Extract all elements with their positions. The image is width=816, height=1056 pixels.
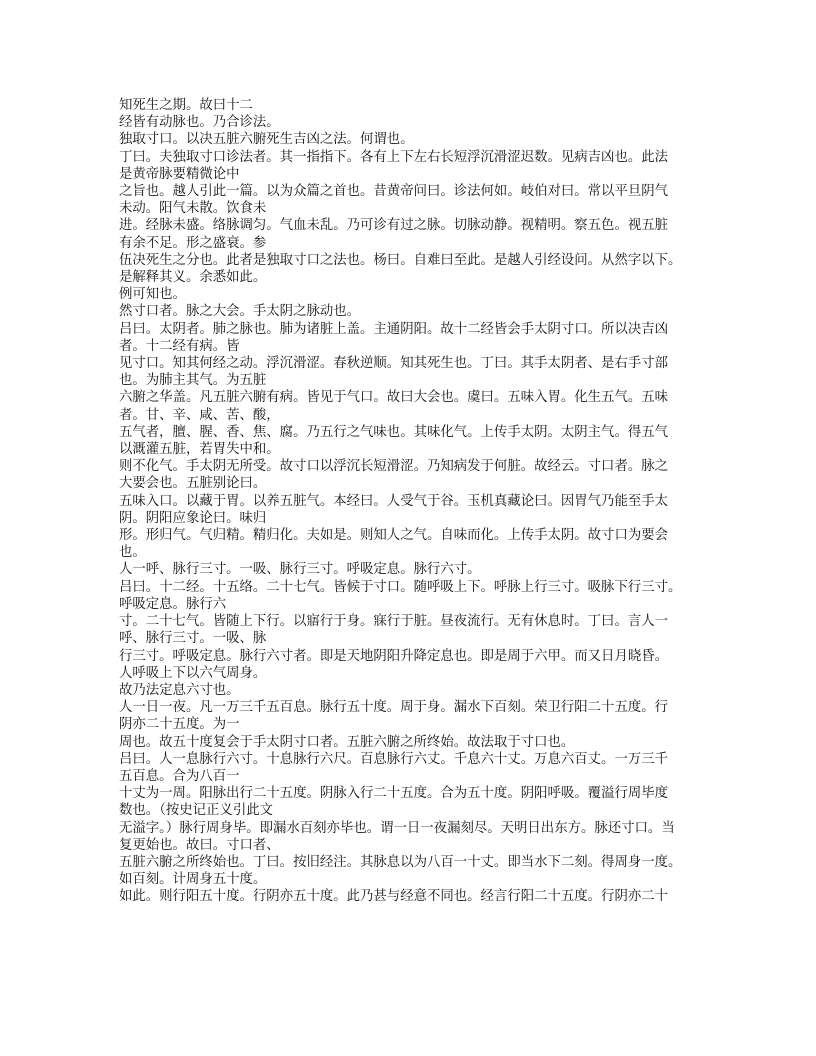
text-line: 呼吸定息。脉行六 <box>119 596 227 612</box>
text-line: 周也。故五十度复会于手太阴寸口者。五脏六腑之所终始。故法取于寸口也。 <box>119 734 575 750</box>
text-line: 吕曰。太阴者。肺之脉也。肺为诸脏上盖。主通阴阳。故十二经皆会手太阴寸口。所以决吉凶 <box>119 321 669 337</box>
text-line: 如此。则行阳五十度。行阴亦五十度。此乃甚与经意不同也。经言行阳二十五度。行阴亦二十 <box>119 889 669 905</box>
text-line: 也。为肺主其气。为五脏 <box>119 373 267 389</box>
text-line: 伍决死生之分也。此者是独取寸口之法也。杨曰。自难曰至此。是越人引经设问。从然字以下。 <box>119 252 682 268</box>
text-line: 阴。阴阳应象论曰。味归 <box>119 510 267 526</box>
text-line: 有余不足。形之盛衰。参 <box>119 235 267 251</box>
text-line: 如百刻。计周身五十度。 <box>119 872 267 888</box>
text-line: 五气者，膻、腥、香、焦、腐。乃五行之气味也。其味化气。上传手太阴。太阴主气。得五气 <box>119 424 669 440</box>
text-line: 之旨也。越人引此一篇。以为众篇之首也。昔黄帝问曰。诊法何如。岐伯对曰。常以平旦阴气 <box>119 184 669 200</box>
text-line: 见寸口。知其何经之动。浮沉滑涩。春秋逆顺。知其死生也。丁曰。其手太阴者、是右手寸部 <box>119 356 669 372</box>
text-line: 数也。（按史记正义引此文 <box>119 803 273 819</box>
text-line: 也。 <box>119 545 146 561</box>
text-line: 五脏六腑之所终始也。丁曰。按旧经注。其脉息以为八百一十丈。即当水下二刻。得周身一度。 <box>119 854 682 870</box>
text-line: 则不化气。手太阴无所受。故寸口以浮沉长短滑涩。乃知病发于何脏。故经云。寸口者。脉之 <box>119 459 669 475</box>
text-line: 例可知也。 <box>119 287 186 303</box>
text-line: 复更始也。故曰。寸口者、 <box>119 837 280 853</box>
text-line: 经皆有动脉也。乃合诊法。 <box>119 115 280 131</box>
text-line: 是解释其义。余悉如此。 <box>119 270 267 286</box>
text-line: 十丈为一周。阳脉出行二十五度。阴脉入行二十五度。合为五十度。阴阳呼吸。覆溢行周毕度 <box>119 786 669 802</box>
text-line: 人一日一夜。凡一万三千五百息。脉行五十度。周于身。漏水下百刻。荣卫行阳二十五度。行 <box>119 700 669 716</box>
text-line: 丁曰。夫独取寸口诊法者。其一指指下。各有上下左右长短浮沉滑涩迟数。见病吉凶也。此法 <box>119 149 669 165</box>
text-line: 行三寸。呼吸定息。脉行六寸者。即是天地阴阳升降定息也。即是周于六甲。而又日月晓昏。 <box>119 648 669 664</box>
text-line: 独取寸口。以决五脏六腑死生吉凶之法。何谓也。 <box>119 132 414 148</box>
text-line: 无溢字。）脉行周身毕。即漏水百刻亦毕也。谓一日一夜漏刻尽。天明日出东方。脉还寸口。当 <box>119 820 675 836</box>
text-line: 阴亦二十五度。为一 <box>119 717 240 733</box>
text-line: 未动。阳气未散。饮食未 <box>119 201 267 217</box>
text-line: 六腑之华盖。凡五脏六腑有病。皆见于气口。故曰大会也。虞曰。五味入胃。化生五气。五味 <box>119 390 669 406</box>
text-line: 五百息。合为八百一 <box>119 768 240 784</box>
text-line: 形。形归气。气归精。精归化。夫如是。则知人之气。自味而化。上传手太阴。故寸口为要会 <box>119 528 669 544</box>
text-line: 人呼吸上下以六气周身。 <box>119 665 267 681</box>
text-line: 故乃法定息六寸也。 <box>119 682 240 698</box>
text-line: 呼、脉行三寸。一吸、脉 <box>119 631 267 647</box>
document-page <box>119 97 703 906</box>
text-line: 人一呼、脉行三寸。一吸、脉行三寸。呼吸定息。脉行六寸。 <box>119 562 481 578</box>
text-line: 吕曰。十二经。十五络。二十七气。皆候于寸口。随呼吸上下。呼脉上行三寸。吸脉下行三寸。 <box>119 579 682 595</box>
text-line: 知死生之期。故曰十二 <box>119 98 253 113</box>
text-line: 以溉灌五脏，若胃失中和。 <box>119 442 280 458</box>
text-line: 然寸口者。脉之大会。手太阴之脉动也。 <box>119 304 361 320</box>
text-line: 寸。二十七气。皆随上下行。以寤行于身。寐行于脏。昼夜流行。无有休息时。丁曰。言人一 <box>119 614 669 630</box>
text-line: 者。十二经有病。皆 <box>119 338 240 354</box>
text-line: 进。经脉未盛。络脉调匀。气血未乱。乃可诊有过之脉。切脉动静。视精明。察五色。视五脏 <box>119 218 669 234</box>
text-line: 大要会也。五脏别论曰。 <box>119 476 267 492</box>
text-line: 者。甘、辛、咸、苦、酸， <box>119 407 280 423</box>
text-line: 五味入口。以藏于胃。以养五脏气。本经曰。人受气于谷。玉机真藏论曰。因胃气乃能至手太 <box>119 493 669 509</box>
text-line: 吕曰。人一息脉行六寸。十息脉行六尺。百息脉行六丈。千息六十丈。万息六百丈。一万三千 <box>119 751 669 767</box>
text-line: 是黄帝脉要精微论中 <box>119 166 240 182</box>
